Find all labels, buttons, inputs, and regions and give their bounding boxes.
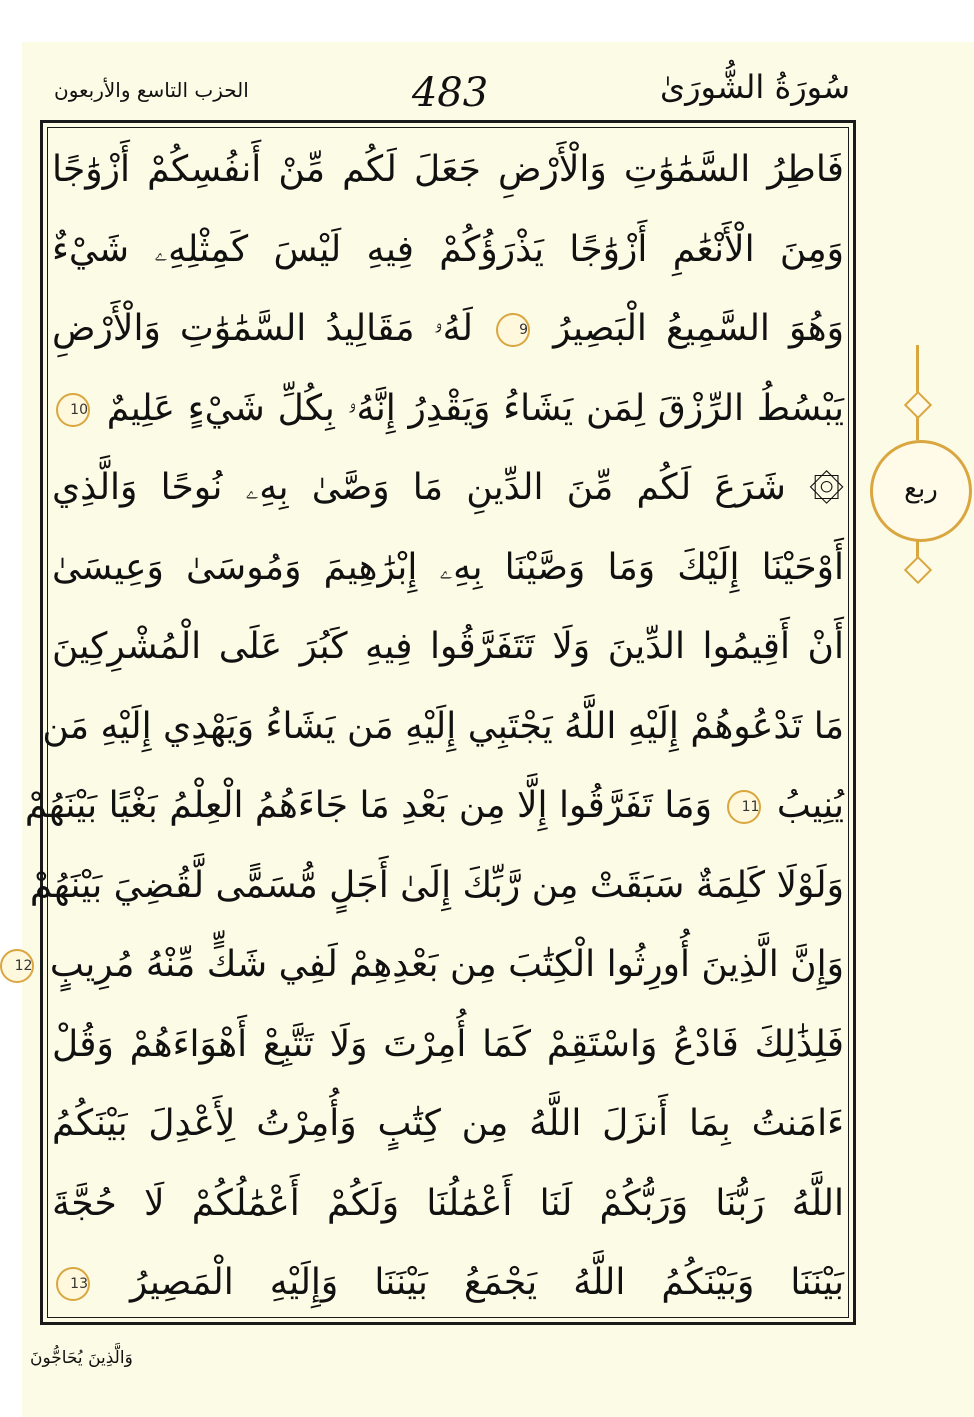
text-line — [52, 210, 844, 290]
text-line — [52, 448, 844, 528]
text-line — [52, 1005, 844, 1085]
surah-name: سُورَةُ الشُّورَىٰ — [660, 68, 850, 106]
line-text: أَوْحَيْنَا إِلَيْكَ وَمَا وَصَّيْنَا بِهِۦ إِبْرَٰهِيمَ وَمُوسَىٰ وَعِيسَىٰ — [52, 546, 844, 588]
text-line — [52, 528, 844, 608]
text-line — [52, 369, 844, 449]
text-line — [24, 766, 844, 846]
text-line — [52, 130, 844, 210]
line-text: يَبْسُطُ الرِّزْقَ لِمَن يَشَاءُ وَيَقْدِرُ إِنَّهُۥ بِكُلِّ شَيْءٍ عَلِيمٌ — [106, 387, 844, 429]
text-line — [52, 607, 844, 687]
text-line — [52, 1164, 844, 1244]
line-text: ۞ شَرَعَ لَكُم مِّنَ الدِّينِ مَا وَصَّىٰ بِهِۦ نُوحًا وَالَّذِي — [52, 467, 844, 508]
ayah-number-marker: 10 — [56, 393, 90, 427]
text-line — [42, 687, 844, 767]
hizb-label: الحزب التاسع والأربعون — [54, 78, 249, 102]
text-line — [52, 1243, 844, 1323]
line-text: أَنْ أَقِيمُوا الدِّينَ وَلَا تَتَفَرَّقُوا فِيهِ كَبُرَ عَلَى الْمُشْرِكِينَ — [52, 626, 844, 667]
line-text: يُنِيبُ — [776, 785, 844, 826]
line-text: وَهُوَ السَّمِيعُ الْبَصِيرُ — [553, 308, 844, 349]
line-text: وَلَوْلَا كَلِمَةٌ سَبَقَتْ مِن رَّبِّكَ إِلَىٰ أَجَلٍ مُّسَمًّى لَّقُضِيَ بَيْنَهُمْ — [29, 864, 844, 906]
text-line — [52, 1084, 844, 1164]
line-text: وَمِنَ الْأَنْعَٰمِ أَزْوَٰجًا يَذْرَؤُكُمْ فِيهِ لَيْسَ كَمِثْلِهِۦ شَيْءٌ — [52, 228, 844, 270]
line-text-continued: وَمَا تَفَرَّقُوا إِلَّا مِن بَعْدِ مَا جَاءَهُمُ الْعِلْمُ بَغْيًا بَيْنَهُمْ — [24, 785, 712, 826]
line-text: فَلِذَٰلِكَ فَادْعُ وَاسْتَقِمْ كَمَا أُمِرْتَ وَلَا تَتَّبِعْ أَهْوَاءَهُمْ وَقُلْ — [52, 1023, 844, 1065]
line-text: فَاطِرُ السَّمَٰوَٰتِ وَالْأَرْضِ جَعَلَ لَكُم مِّنْ أَنفُسِكُمْ أَزْوَٰجًا — [52, 149, 844, 190]
text-line — [52, 289, 844, 369]
text-line — [14, 925, 844, 1005]
catchword: وَالَّذِينَ يُحَاجُّونَ — [30, 1348, 133, 1368]
ayah-number-marker: 13 — [56, 1267, 90, 1301]
ayah-number-marker: 12 — [0, 949, 34, 983]
page-number: 483 — [411, 70, 489, 116]
text-line — [29, 846, 844, 926]
ayah-number-marker: 11 — [727, 790, 761, 824]
line-text: ءَامَنتُ بِمَا أَنزَلَ اللَّهُ مِن كِتَٰبٍ وَأُمِرْتُ لِأَعْدِلَ بَيْنَكُمُ — [52, 1103, 844, 1144]
line-text: وَإِنَّ الَّذِينَ أُورِثُوا الْكِتَٰبَ مِن بَعْدِهِمْ لَفِي شَكٍّ مِّنْهُ مُرِيبٍ — [49, 944, 844, 985]
line-text: اللَّهُ رَبُّنَا وَرَبُّكُمْ لَنَا أَعْمَٰلُنَا وَلَكُمْ أَعْمَٰلُكُمْ لَا حُجَّةَ — [52, 1182, 844, 1224]
rub-marker: ربع — [870, 440, 972, 542]
ayah-number-marker: 9 — [496, 313, 530, 347]
line-text: مَا تَدْعُوهُمْ إِلَيْهِ اللَّهُ يَجْتَبِي إِلَيْهِ مَن يَشَاءُ وَيَهْدِي إِلَيْهِ مَن — [42, 705, 844, 747]
line-text: بَيْنَنَا وَبَيْنَكُمُ اللَّهُ يَجْمَعُ بَيْنَنَا وَإِلَيْهِ الْمَصِيرُ — [130, 1262, 844, 1303]
page-header — [40, 68, 860, 116]
line-text-continued: لَهُۥ مَقَالِيدُ السَّمَٰوَٰتِ وَالْأَرْضِ — [52, 308, 473, 349]
quran-text — [14, 130, 844, 1323]
